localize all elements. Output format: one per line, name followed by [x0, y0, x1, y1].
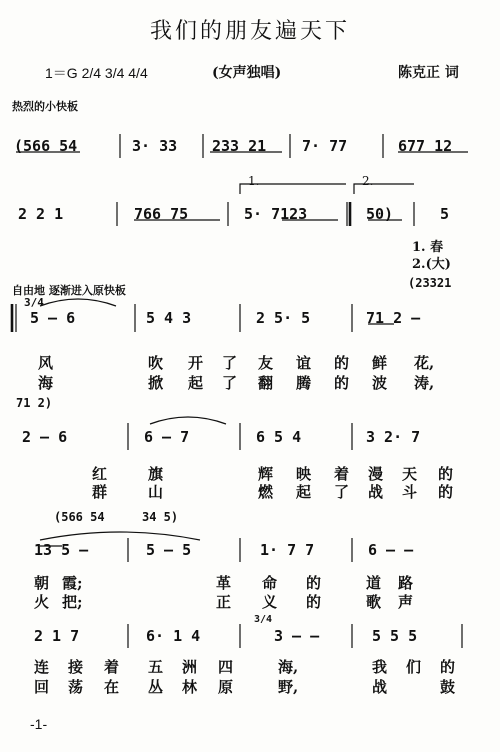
- lyric: 谊: [296, 354, 312, 372]
- lyric: 着: [104, 658, 120, 676]
- lyric: 的: [334, 374, 350, 392]
- lyric: 海: [38, 374, 54, 392]
- measure-2-5: 5: [440, 205, 450, 223]
- page-number: -1-: [30, 716, 48, 732]
- lyric: 声: [398, 593, 414, 611]
- lyric: 荡: [68, 678, 84, 696]
- lyric: 连: [34, 658, 50, 676]
- time-signature-3-4: 3/4: [24, 296, 44, 309]
- lyric: 辉: [258, 465, 274, 483]
- lyric: 吹: [148, 354, 164, 372]
- lyric: 霞;: [62, 574, 83, 592]
- measure-4-2: 6 — 7: [144, 428, 190, 446]
- lyric: 花,: [414, 354, 435, 372]
- lyric: 腾: [296, 374, 312, 392]
- performance-note: (女声独唱): [212, 65, 282, 81]
- key-signature: 1＝G 2/4 3/4 4/4: [45, 65, 148, 81]
- lyric: 接: [68, 658, 84, 676]
- verse-start-2: 2.(大): [412, 257, 451, 272]
- lyric: 五: [148, 658, 164, 676]
- measure-1-1: (566 54: [14, 137, 78, 155]
- measure-5-2: 5 — 5: [146, 541, 192, 559]
- measure-6-1: 2 1 7: [34, 627, 80, 645]
- measure-3-3: 2 5· 5: [256, 309, 311, 327]
- measure-4-4: 3 2· 7: [366, 428, 421, 446]
- lyric: 原: [218, 678, 234, 696]
- lyric: 群: [92, 483, 108, 501]
- lyric: 洲: [182, 658, 198, 676]
- lyric: 道: [366, 574, 382, 592]
- lyric: 友: [258, 354, 274, 372]
- lyric: 了: [222, 374, 238, 392]
- lyric: 起: [188, 374, 204, 392]
- lyric: 斗: [402, 483, 418, 501]
- measure-2-2: 766 75: [134, 205, 189, 223]
- lyric: 把;: [62, 593, 83, 611]
- lyric: 战: [372, 678, 388, 696]
- tie: [150, 417, 226, 424]
- measure-1-5: 677 12: [398, 137, 453, 155]
- lyric: 了: [222, 354, 238, 372]
- lyric: 命: [262, 574, 278, 592]
- lyric: 旗: [148, 465, 164, 483]
- song-title: 我们的朋友遍天下: [149, 19, 350, 44]
- lyric: 的: [438, 483, 454, 501]
- volta-label-1: 1.: [248, 174, 260, 188]
- lyric: 的: [306, 593, 322, 611]
- measure-5-3: 1· 7 7: [260, 541, 315, 559]
- tie: [40, 532, 200, 540]
- lyric: 涛,: [414, 374, 435, 392]
- lyric: 朝: [34, 574, 50, 592]
- lyricist-credit: 陈克正 词: [398, 65, 459, 81]
- lyric: 鲜: [372, 354, 388, 372]
- lyric: 映: [296, 465, 312, 483]
- lyric: 林: [182, 678, 198, 696]
- lyric: 波: [372, 374, 388, 392]
- lyric: 回: [34, 678, 50, 696]
- lyric: 们: [406, 658, 422, 676]
- lyric: 正: [216, 593, 232, 611]
- measure-4-1: 2 — 6: [22, 428, 68, 446]
- lyric: 的: [438, 465, 454, 483]
- measure-6-2: 6· 1 4: [146, 627, 201, 645]
- pickup-line-5a: (566 54: [54, 510, 105, 524]
- lyric: 鼓: [440, 678, 456, 696]
- lyric: 战: [368, 483, 384, 501]
- lyric: 风: [38, 354, 54, 372]
- tempo-mark-verse: 自由地 逐渐进入原快板: [12, 284, 126, 297]
- lyric: 掀: [148, 374, 164, 392]
- measure-6-3: 3 — —: [274, 627, 320, 645]
- lyric: 义: [262, 593, 278, 611]
- lyric: 天: [402, 465, 418, 483]
- lyric: 起: [296, 483, 312, 501]
- measure-1-3: 233 21: [212, 137, 267, 155]
- measure-1-4: 7· 77: [302, 137, 348, 155]
- lyric: 革: [216, 574, 232, 592]
- volta-label-2: 2.: [362, 174, 374, 188]
- verse-start-1: 1. 春: [412, 240, 444, 255]
- lyric: 四: [218, 658, 234, 676]
- lyric: 开: [188, 354, 204, 372]
- lyric: 山: [148, 483, 164, 501]
- measure-2-4: 50): [366, 205, 394, 223]
- lyric: 在: [104, 678, 120, 696]
- pickup-line-5b: 34 5): [142, 510, 179, 524]
- measure-3-2: 5 4 3: [146, 309, 192, 327]
- measure-3-1: 5 — 6: [30, 309, 76, 327]
- measure-2-1: 2 2 1: [18, 205, 64, 223]
- measure-3-4: 71 2 —: [366, 309, 421, 327]
- measure-1-2: 3· 33: [132, 137, 178, 155]
- measure-6-4: 5 5 5: [372, 627, 418, 645]
- lyric: 漫: [368, 465, 384, 483]
- lyric: 了: [334, 483, 350, 501]
- lyric: 的: [334, 354, 350, 372]
- lyric: 的: [440, 658, 456, 676]
- lyric: 丛: [148, 678, 164, 696]
- measure-2-3: 5· 7123: [244, 205, 308, 223]
- lyric: 着: [334, 465, 350, 483]
- lyric: 路: [398, 574, 414, 592]
- lyric: 的: [306, 574, 322, 592]
- measure-5-1: 13 5 —: [34, 541, 89, 559]
- time-signature-3-4: 3/4: [254, 614, 273, 625]
- lyric: 野,: [278, 678, 299, 696]
- lyric: 我: [372, 658, 388, 676]
- lyric: 歌: [366, 593, 382, 611]
- lyric: 燃: [258, 483, 274, 501]
- pickup-line-3: (23321: [408, 276, 452, 290]
- measure-5-4: 6 — —: [368, 541, 414, 559]
- lyric: 火: [34, 593, 50, 611]
- pickup-line-4: 71 2): [16, 396, 53, 410]
- lyric: 海,: [278, 658, 299, 676]
- tempo-mark-intro: 热烈的小快板: [12, 100, 78, 113]
- lyric: 红: [92, 465, 108, 483]
- tie: [40, 299, 116, 306]
- lyric: 翻: [258, 374, 274, 392]
- measure-4-3: 6 5 4: [256, 428, 302, 446]
